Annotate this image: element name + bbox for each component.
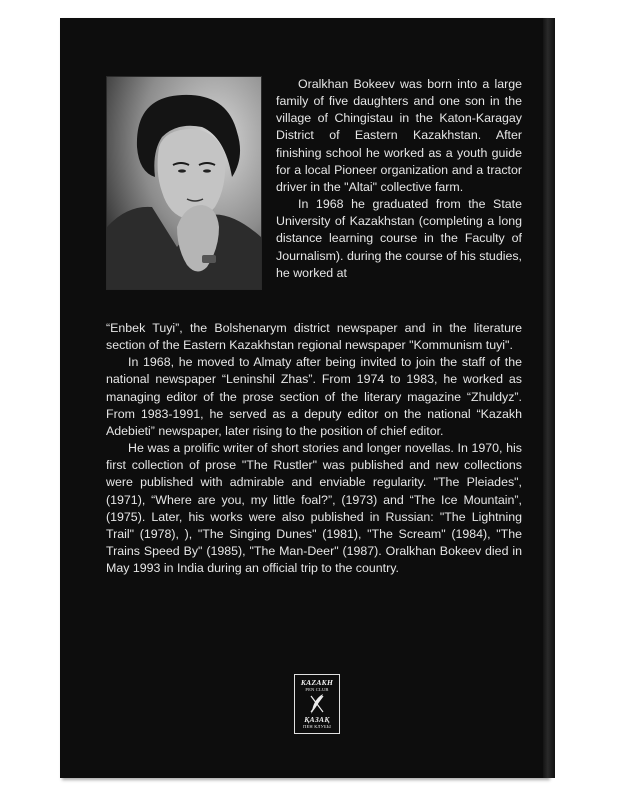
logo-line-4: ПЕН КЛУБЫ	[303, 724, 331, 729]
kazakh-pen-club-logo	[294, 674, 340, 734]
logo-line-3: ҚAЗAҚ	[304, 715, 330, 724]
bio-text-top	[276, 76, 522, 282]
book-spine-edge	[543, 18, 555, 778]
logo-line-1: KAZAKH	[300, 678, 334, 687]
bio-paragraph: He was a prolific writer of short stories and longer novellas. In 1970, his first collection of prose "The Rustler" was published and new collections were published with admirable and enviable regularity. "The Pleiades", (1971), “Where are you, my little foal?”, (1973) and “The Ice Mountain”, (1975). Later, his works were also published in Russian: "The Lightning Trail" (1978), ), "The Singing Dunes" (1981), "The Scream" (1984), "The Trains Speed By" (1985), "The Man-Deer" (1987). Oralkhan Bokeev died in May 1993 in India during an official trip to the country.	[106, 441, 522, 576]
bio-paragraph: Oralkhan Bokeev was born into a large family of five daughters and one son in the village of Chingistau in the Katon-Karagay District of Eastern Kazakhstan. After finishing school he worked as a youth guide for a local Pioneer organization and a tractor driver in the "Altai" collective farm.	[276, 77, 522, 194]
quill-pen-icon	[308, 693, 326, 715]
bio-paragraph: “Enbek Tuyi”, the Bolshenarym district newspaper and in the literature section of the Eastern Kazakhstan regional newspaper "Kommunism tuyi".	[106, 321, 522, 353]
logo-line-2: PEN CLUB	[305, 687, 329, 692]
book-back-cover	[60, 18, 548, 778]
bio-paragraph: In 1968, he moved to Almaty after being invited to join the staff of the national newspaper “Leninshil Zhas”. From 1974 to 1983, he worked as managing editor of the prose section of the literary magazine “Zhuldyz”. From 1983-1991, he served as a deputy editor on the national “Kazakh Adebieti” newspaper, later rising to the position of chief editor.	[106, 355, 522, 438]
author-portrait-image	[107, 77, 261, 289]
bio-text-main	[106, 320, 522, 577]
author-portrait	[106, 76, 262, 290]
bio-paragraph: In 1968 he graduated from the State University of Kazakhstan (completing a long distance learning course in the Faculty of Journalism). during the course of his studies, he worked at	[276, 197, 522, 280]
